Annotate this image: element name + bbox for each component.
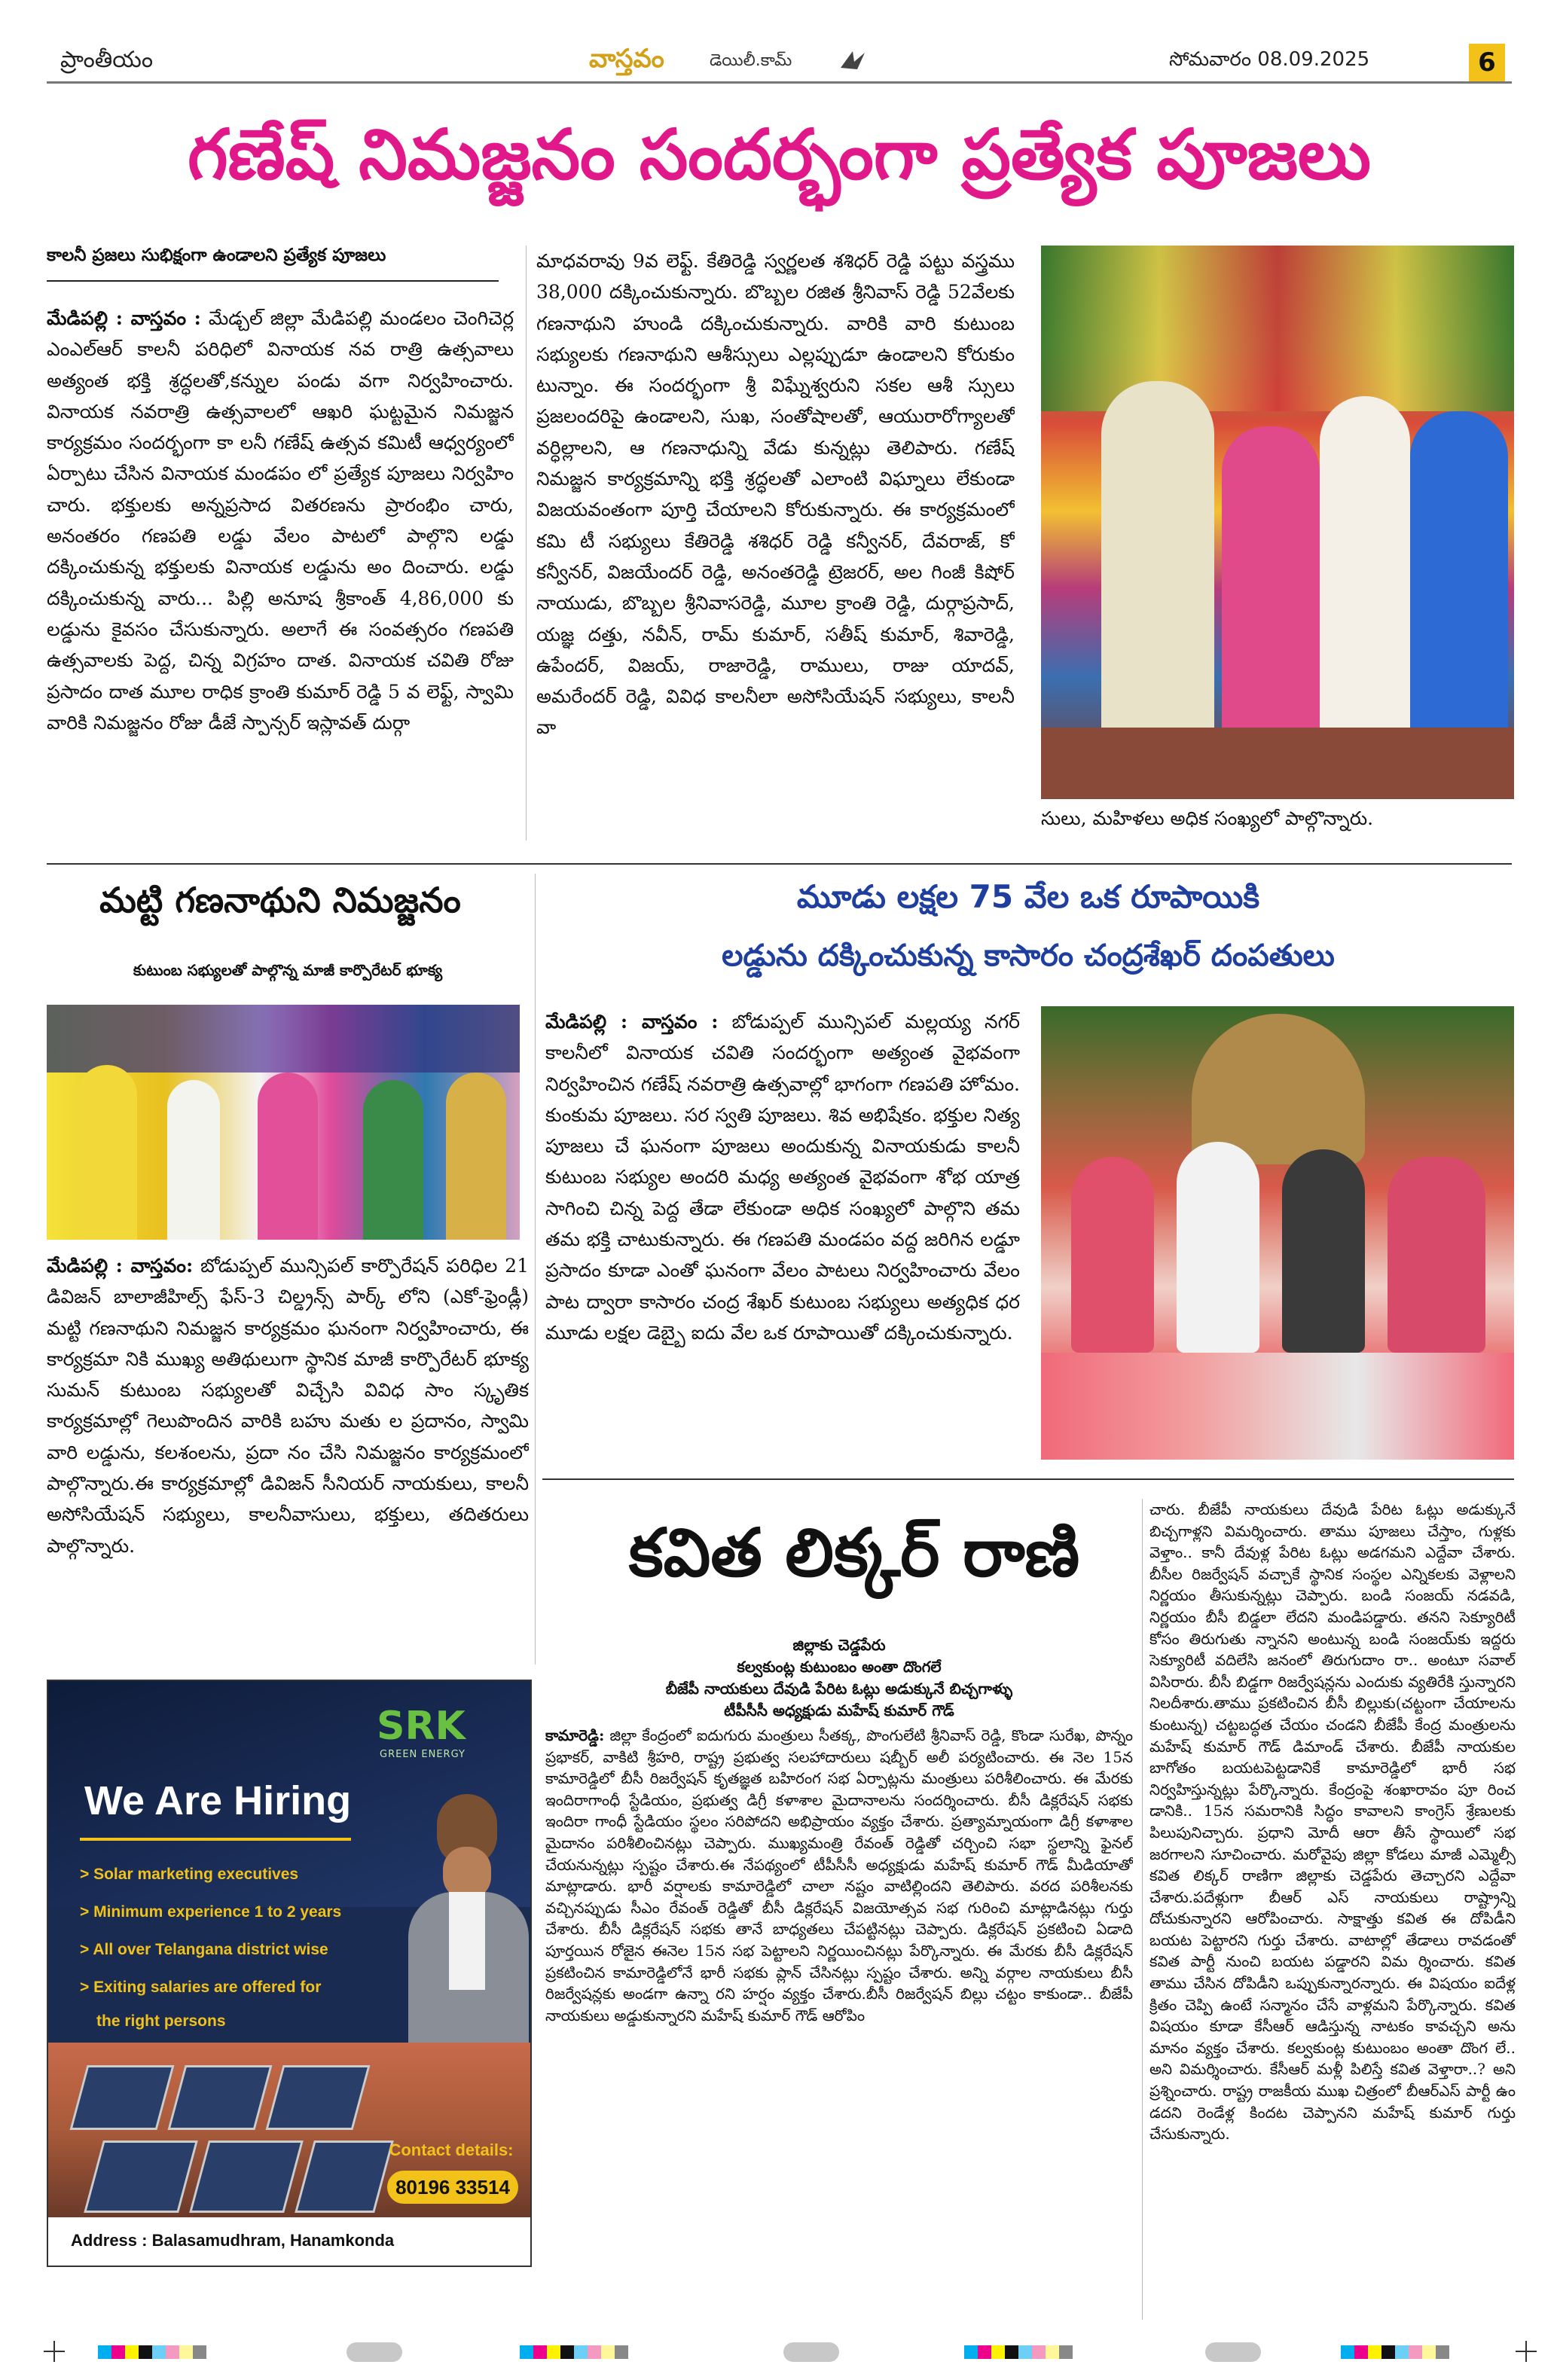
story-three-body	[545, 1006, 1020, 1458]
main-story-column-2	[536, 246, 1015, 841]
paper-name: వాస్తవం	[589, 44, 664, 74]
masthead-underline	[47, 81, 1512, 84]
registration-pill	[1205, 2342, 1261, 2362]
color-bar	[1341, 2345, 1449, 2359]
story-four-column-1	[545, 1725, 1133, 2320]
ad-bullet: > Minimum experience 1 to 2 years	[80, 1903, 342, 1921]
main-col1-text: మేడ్చల్ జిల్లా మేడిపల్లి మండలం చెంగిచెర్ల ఎంఎల్ఆర్ కాలనీ పరిధిలో వినాయక నవ రాత్రి ఉత్సవాలు అత్యంత భక్తి శ్రద్ధలతో,కన్నుల పండు వగా నిర్వహించారు. వినాయక నవరాత్రి ఉత్సవాలలో ఆఖరి ఘట్టమైన నిమజ్జన కార్యక్రమం సందర్భంగా కా లనీ గణేష్ ఉత్సవ కమిటీ ఆధ్వర్యంలో ఏర్పాటు చేసిన వినాయక మండపం లో ప్రత్యేక పూజలు నిర్వహిం చారు. భక్తులకు అన్నప్రసాద వితరణను ప్రారంభిం చారు, అనంతరం గణపతి లడ్డు వేలం పాటలో పాల్గొని లడ్డు దక్కించుకున్న భక్తులకు వినాయక లడ్డును అం దించారు. లడ్డు దక్కించుకున్న వారు... పిల్లి అనూష శ్రీకాంత్ 4,86,000 కు లడ్డును కైవసం చేసుకున్నారు. అలాగే ఈ సంవత్సరం గణపతి ఉత్సవాలకు పెద్ద, చిన్న విగ్రహం దాత. వినాయక చవితి రోజు ప్రసాదం దాత మూల రాధిక క్రాంతి కుమార్ రెడ్డి 5 వ లెఫ్ట్, స్వామి వారికి నిమజ్జనం రోజు డీజే స్పాన్సర్ ఇస్లావత్ దుర్గా	[47, 307, 514, 734]
column-divider-2	[535, 874, 536, 1664]
column-divider-3	[1142, 1499, 1143, 2320]
color-bar	[98, 2345, 206, 2359]
section-rule-2	[542, 1478, 1514, 1480]
ad-title: We Are Hiring	[84, 1778, 352, 1823]
section-label: ప్రాంతీయం	[60, 47, 154, 73]
issue-date: సోమవారం 08.09.2025	[1169, 48, 1370, 71]
masthead	[47, 44, 1512, 83]
ad-bullet: the right persons	[96, 2012, 226, 2030]
main-story-column-1	[47, 303, 514, 860]
color-bar	[964, 2345, 1073, 2359]
main-subhead: కాలనీ ప్రజలు సుభిక్షంగా ఉండాలని ప్రత్యేక పూజలు	[47, 246, 386, 265]
story-four-dateline: కామారెడ్డి:	[545, 1726, 605, 1744]
story-four-headline: కవిత లిక్కర్ రాణి	[628, 1514, 1080, 1591]
story-four-left-text: జిల్లా కేంద్రంలో ఐదుగురు మంత్రులు సీతక్క, పొంగులేటి శ్రీనివాస్ రెడ్డి, కొండా సురేఖ, పొన్నం ప్రభాకర్, వాకిటి శ్రీహరి, రాష్ట్ర ప్రభుత్వ సలహాదారులు షబ్బీర్ అలీ పర్యటించారు. ఈ నెల 15న కామారెడ్డిలో బీసీ రిజర్వేషన్ కృతజ్ఞత బహిరంగ సభ ఏర్పాట్లను మంత్రులు పరిశీలించారు. ఈ మేరకు ఇందిరాగాంధీ స్టేడియం, ప్రభుత్వ డిగ్రీ కళాశాల మైదానాలను సందర్శించారు. బీసీ డిక్లరేషన్ సభకు ఇందిరా గాంధీ స్టేడియం స్థలం సరిపోదని అభిప్రాయం వ్యక్తం చేశారు. ప్రత్యామ్నాయంగా డిగ్రీ కళాశాల మైదానం పరిశీలించినట్లు చెప్పారు. ముఖ్యమంత్రి రేవంత్ రెడ్డితో చర్చించి సభా స్థలాన్ని ఫైనల్ చేయనున్నట్లు స్పష్టం చేశారు.ఈ నేపథ్యంలో టీపీసీసీ అధ్యక్షుడు మహేష్ కుమార్ గౌడ్ మీడియాతో మాట్లాడారు. భారీ వర్షాలకు కామారెడ్డిలో చాలా నష్టం వాటిల్లిందని తెలిపారు. వరద పరిశీలనకు వచ్చినప్పుడు సీఎం రేవంత్ రెడ్డితో బీసీ డిక్లరేషన్ విజయోత్సవ సభ గురించి మాట్లాడినట్లు గుర్తు చేశారు. బీసీ డిక్లరేషన్ సభకు తానే బాధ్యతలు చేపట్టినట్లు చెప్పారు. డిక్లరేషన్ ప్రకటించి ఏడాది పూర్తయిన రోజైన ఈనెల 15న సభ పెట్టాలని నిర్ణయించినట్లు పేర్కొన్నారు. ఈ మేరకు బీసీ డిక్లరేషన్ ప్రకటించిన కామారెడ్డిలోనే భారీ సభకు ప్లాన్ చేసినట్లు స్పష్టం చేశారు. అన్ని వర్గాల నాయకులు బీసీ రిజర్వేషన్లకు అండగా ఉన్నా రని హర్షం వ్యక్తం చేశారు.బీసీ రిజర్వేషన్ బిల్లు చట్టం కాకుండా.. బీజేపీ నాయకులు అడ్డుకున్నారని మహేష్ కుమార్ గౌడ్ ఆరోపిం	[545, 1726, 1133, 2025]
contact-phone[interactable]: 80196 33514	[387, 2171, 518, 2204]
registration-pill	[347, 2342, 402, 2362]
story-four-column-2	[1149, 1499, 1516, 2320]
srk-logo	[377, 1704, 520, 1764]
subhead-rule	[47, 280, 499, 282]
laddu-auction-photo	[1041, 1006, 1514, 1460]
kicker: బీజేపీ నాయకులు దేవుడి పేరిట ఓట్లు అడుక్కునే బిచ్చగాళ్ళు	[665, 1680, 1013, 1698]
main-col2-text: మాధవరావు 9వ లెఫ్ట్. కేతిరెడ్డి స్వర్ణలత శశిధర్ రెడ్డి పట్టు వస్త్రము 38,000 దక్కించుకున్నారు. బొబ్బల రజిత శ్రీనివాస్ రెడ్డి 52వేలకు గణనాథుని హుండి దక్కించుకున్నారు. వారికి వారి కుటుంబ సభ్యులకు గణనాథుని ఆశీస్సులు ఎల్లప్పుడూ ఉండాలని కోరుకుం టున్నాం. ఈ సందర్భంగా శ్రీ విఘ్నేశ్వరుని సకల ఆశీ స్సులు ప్రజలందరిపై ఉండాలని, సుఖ, సంతోషాలతో, ఆయురారోగ్యాలతో వర్ధిల్లాలని, ఆ గణనాధున్ని వేడు కున్నట్లు తెలిపారు. గణేష్ నిమజ్జన కార్యక్రమాన్ని భక్తి శ్రద్ధలతో ఎలాంటి విఘ్నాలు లేకుండా విజయవంతంగా పూర్తి చేయాలని కోరుకున్నారు. ఈ కార్యక్రమంలో కమి టీ సభ్యులు కేతిరెడ్డి శశిధర్ రెడ్డి కన్వీనర్, దేవరాజ్, కో కన్వీనర్, విజయేందర్ రెడ్డి, అనంతరెడ్డి ట్రెజరర్, అల గింజీ కిషోర్ నాయుడు, బొబ్బల శ్రీనివాసరెడ్డి, మూల క్రాంతి రెడ్డి, దుర్గాప్రసాద్, యజ్ఞ దత్తు, నవీన్, రామ్ కుమార్, సతీష్ కుమార్, శివారెడ్డి, ఉపేందర్, విజయ్, రాజారెడ్డి, రాములు, రాజు యాదవ్, అమరేందర్ రెడ్డి, వివిధ కాలనీలా అసోసియేషన్ సభ్యులు, కాలనీ వా	[536, 250, 1015, 739]
story-three-headline-2: లడ్డును దక్కించుకున్న కాసారం చంద్రశేఖర్ దంపతులు	[722, 938, 1335, 973]
story-two-headline: మట్టి గణనాథుని నిమజ్జనం	[99, 880, 461, 920]
story-two-dateline: మేడిపల్లి : వాస్తవం:	[47, 1255, 194, 1277]
kicker: జిల్లాకు చెడ్డపేరు	[792, 1636, 886, 1654]
contact-label: Contact details:	[389, 2140, 514, 2159]
registration-pill	[783, 2342, 839, 2362]
story-three-headline-1: మూడు లక్షల 75 వేల ఒక రూపాయికి	[796, 878, 1260, 915]
ad-bullet: > Exiting salaries are offered for	[80, 1979, 322, 1996]
column-divider	[526, 246, 527, 841]
clay-ganesh-immersion-photo	[47, 1005, 520, 1240]
story-three-text: బోడుప్పల్ మున్సిపల్ మల్లయ్య నగర్ కాలనీలో వినాయక చవితి సందర్భంగా అత్యంత వైభవంగా నిర్వహించిన గణేష్ నవరాత్రి ఉత్సవాల్లో భాగంగా గణపతి హోమం. కుంకుమ పూజలు. సర స్వతి పూజలు. శివ అభిషేకం. భక్తుల నిత్య పూజలు చే ఘనంగా పూజలు అందుకున్న వినాయకుడు కాలనీ కుటుంబ సభ్యుల అందరి మధ్య అత్యంత వైభవంగా శోభ యాత్ర సాగించి చిన్న పెద్ద తేడా లేకుండా అధిక సంఖ్యలో పాల్గొని తమ తమ భక్తి చాటుకున్నారు. ఈ గణపతి మండపం వద్ద జరిగిన లడ్డూ ప్రసాదం కూడా ఎంతో ఘనంగా వేలం పాటలు నిర్వహించారు వేలం పాట ద్వారా కాసారం చంద్ర శేఖర్ కుటుంబ సభ్యులు అత్యధిక ధర మూడు లక్షల డెబ్బై ఐదు వేల ఒక రూపాయితో దక్కించుకున్నారు.	[545, 1011, 1020, 1344]
story-three-dateline: మేడిపల్లి : వాస్తవం :	[545, 1011, 719, 1033]
color-bar	[520, 2345, 628, 2359]
bird-logo-icon	[838, 45, 868, 75]
main-photo-caption: సులు, మహిళలు అధిక సంఖ్యలో పాల్గొన్నారు.	[1041, 807, 1374, 829]
kicker: టీపీసీసీ అధ్యక్షుడు మహేష్ కుమార్ గౌడ్	[724, 1701, 954, 1719]
section-rule-1	[47, 863, 1512, 865]
crop-mark	[1516, 2341, 1537, 2362]
ad-bullet: > All over Telangana district wise	[80, 1941, 328, 1958]
paper-website: డెయిలీ.కామ్	[710, 51, 792, 70]
ad-address: Address : Balasamudhram, Hanamkonda	[71, 2231, 395, 2250]
story-four-kickers	[545, 1634, 1133, 1722]
brand-short: SRK	[377, 1704, 466, 1749]
story-four-right-text: చారు. బీజేపీ నాయకులు దేవుడి పేరిట ఓట్లు అడుక్కునే బిచ్చగాళ్లని విమర్శించారు. తాము పూజలు చేస్తాం, గుళ్లకు వెళ్తాం.. కానీ దేవుళ్ల పేరిట ఓట్లు అడగమని ఎద్దేవా చేశారు. బీసీల రిజర్వేషన్ వచ్చాకే స్థానిక సంస్థల ఎన్నికలకు వెళ్లాలని నిర్ణయం తీసుకున్నట్లు చెప్పారు. బండి సంజయ్ నడవడి, నిర్ణయం బీసీ బిడ్డలా లేదని మండిపడ్డారు. తనని సెక్యూరిటీ కోసం తిరుగుతు న్నానని అంటున్న బండి సంజయ్‌కు ఇద్దరు సెక్యూరిటీ వదిలేసి జనంలో తిరుగుదాం రా.. అంటూ సవాల్ విసిరారు. బీసీ బిడ్డగా రిజర్వేషన్లను ఎందుకు వ్యతిరేకి స్తున్నారని నిలదీశారు.తాము ప్రకటించిన బీసీ బిల్లుకు(చట్టంగా చేయాలను కుంటున్న) చట్టబద్ధత చేయం చండని బీజేపీ కేంద్ర మంత్రులను మహేష్ కుమార్ గౌడ్ డిమాండ్ చేశారు. బీజేపీ నాయకుల బాగోతం బయటపెట్టడానికే కామారెడ్డిలో భారీ సభ నిర్వహిస్తున్నట్లు పేర్కొన్నారు. కేంద్రంపై శంఖారావం పూ రించ డానికి.. 15న సమరానికి సిద్ధం కావాలని కాంగ్రెస్ శ్రేణులకు పిలుపునిచ్చారు. ప్రధాని మోదీ ఆరా తీసే స్థాయిలో సభ జరగాలని సూచించారు. మరోవైపు జిల్లా కోడలు మాజీ ఎమ్మెల్సీ కవిత లిక్కర్ రాణిగా జిల్లాకు చెడ్డపేరు తెచ్చారని ఎద్దేవా చేశారు.పదేళ్లుగా బీఆర్ ఎస్ నాయకులు రాష్ట్రాన్ని దోచుకున్నారని ఆరోపించారు. సాక్షాత్తు కవిత ఈ దోపిడీని బయట పెట్టారని గుర్తు చేశారు. వాటాల్లో తేడాలు రావడంతో కవిత పార్టీ నుంచి బయట పడ్డారని విమ ర్శించారు. కవిత తాము చేసిన దోపిడీని ఒప్పుకున్నారన్నారు. ఈ విషయం ఐదేళ్ల క్రితం చెప్పి ఉంటే సన్మానం చేసే వాళ్లమని పేర్కొన్నారు. కవిత విషయం కూడా కేసీఆర్ ఆడిస్తున్న నాటకం కావచ్చని అను మానం వ్యక్తం చేశారు. కల్వకుంట్ల కుటుంబం అంతా దొంగ లే.. అని విమర్శించారు. కేసీఆర్ మళ్లీ పిలిస్తే కవిత వెళ్తారా..? అని ప్రశ్నించారు. రాష్ట్ర రాజకీయ ముఖ చిత్రంలో బీఆర్‌ఎస్ పార్టీ ఉం డదని రెండేళ్ల కిందట చెప్పానని మహేష్ కుమార్ గుర్తు చేసుకున్నారు.	[1149, 1500, 1516, 2144]
story-two-subhead: కుటుంబ సభ్యులతో పాల్గొన్న మాజీ కార్పొరేటర్ భూక్య	[133, 961, 443, 979]
story-two-body	[47, 1250, 529, 1664]
main-headline: గణేష్ నిమజ్జనం సందర్భంగా ప్రత్యేక పూజలు	[188, 114, 1371, 195]
ad-bullet: > Solar marketing executives	[80, 1866, 299, 1883]
brand-sub: GREEN ENERGY	[380, 1749, 466, 1760]
story-two-text: బోడుప్పల్ మున్సిపల్ కార్పొరేషన్ పరిధిల 21 డివిజన్ బాలాజీహిల్స్ ఫేస్-3 చిల్డ్రన్స్ పార్క్ లోని (ఎకో-ఫ్రెండ్లీ) మట్టి గణనాథుని నిమజ్జన కార్యక్రమం ఘనంగా నిర్వహించారు, ఈ కార్యక్రమా నికి ముఖ్య అతిథులుగా స్థానిక మాజీ కార్పొరేటర్ భూక్య సుమన్ కుటుంబ సభ్యులతో విచ్చేసి వివిధ సాం స్కృతిక కార్యక్రమాల్లో గెలుపొందిన వారికి బహు మతు ల ప్రదానం, స్వామి వారి లడ్డును, కలశంలను, ప్రదా నం చేసి నిమజ్జనం కార్యక్రమంలో పాల్గొన్నారు.ఈ కార్యక్రమాల్లో డివిజన్ సీనియర్ నాయకులు, కాలనీ అసోసియేషన్ సభ్యులు, కాలనీవాసులు, భక్తులు, తదితరులు పాల్గొన్నారు.	[47, 1255, 529, 1557]
srk-hiring-ad	[47, 1680, 532, 2267]
ganesh-puja-photo	[1041, 246, 1514, 799]
crop-mark	[44, 2341, 65, 2362]
page-number: 6	[1469, 44, 1505, 81]
main-dateline: మేడిపల్లి : వాస్తవం :	[47, 307, 201, 329]
ad-address-bar	[48, 2217, 530, 2266]
kicker: కల్వకుంట్ల కుటుంబం అంతా దొంగలే	[737, 1658, 942, 1676]
ad-bullets	[80, 1856, 396, 2037]
